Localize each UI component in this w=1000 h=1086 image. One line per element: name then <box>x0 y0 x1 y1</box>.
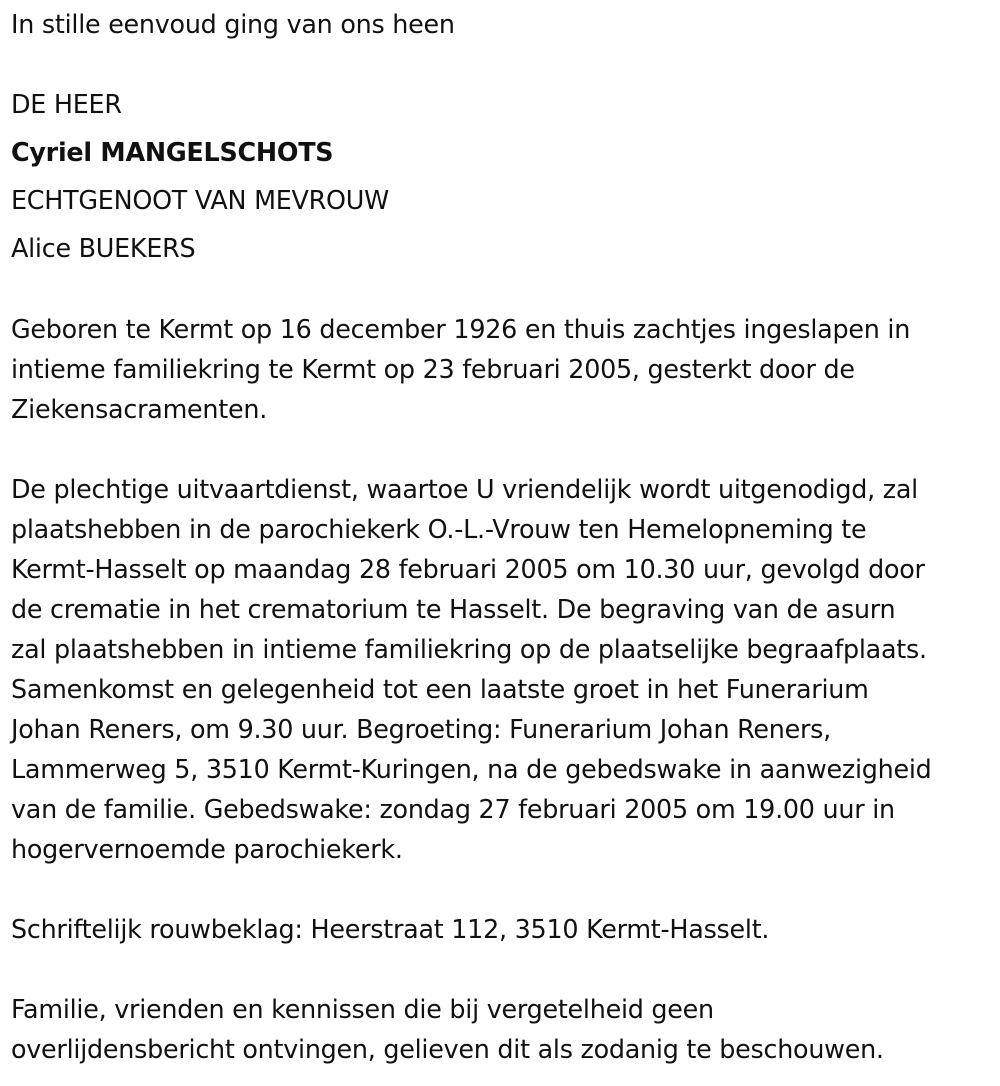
paragraph-line: Schriftelijk rouwbeklag: Heerstraat 112, 3510 Kermt-Hasselt. <box>11 914 770 944</box>
paragraph-line: Samenkomst en gelegenheid tot een laatste groet in het Funerarium <box>11 674 869 704</box>
paragraph-line: De plechtige uitvaartdienst, waartoe U vriendelijk wordt uitgenodigd, zal <box>11 474 918 504</box>
title-line: DE HEER <box>11 89 122 119</box>
paragraph-line: overlijdensbericht ontvingen, gelieven dit als zodanig te beschouwen. <box>11 1034 884 1064</box>
relation-line: ECHTGENOOT VAN MEVROUW <box>11 185 389 215</box>
paragraph-line: Ziekensacramenten. <box>11 394 268 424</box>
paragraph-line: de crematie in het crematorium te Hasselt. De begraving van de asurn <box>11 594 896 624</box>
condolence-paragraph <box>11 909 769 949</box>
closing-paragraph <box>11 989 884 1069</box>
paragraph-line: hogervernoemde parochiekerk. <box>11 834 403 864</box>
paragraph-line: Familie, vrienden en kennissen die bij vergetelheid geen <box>11 994 714 1024</box>
paragraph-line: Lammerweg 5, 3510 Kermt-Kuringen, na de gebedswake in aanwezigheid <box>11 754 932 784</box>
paragraph-line: van de familie. Gebedswake: zondag 27 februari 2005 om 19.00 uur in <box>11 794 895 824</box>
paragraph-line: Kermt-Hasselt op maandag 28 februari 2005 om 10.30 uur, gevolgd door <box>11 554 925 584</box>
spouse-name: Alice BUEKERS <box>11 233 196 263</box>
deceased-name: Cyriel MANGELSCHOTS <box>11 137 334 167</box>
intro-line: In stille eenvoud ging van ons heen <box>11 9 455 39</box>
service-paragraph <box>11 469 932 869</box>
paragraph-line: zal plaatshebben in intieme familiekring op de plaatselijke begraafplaats. <box>11 634 927 664</box>
paragraph-line: Geboren te Kermt op 16 december 1926 en thuis zachtjes ingeslapen in <box>11 314 911 344</box>
paragraph-line: plaatshebben in de parochiekerk O.-L.-Vrouw ten Hemelopneming te <box>11 514 867 544</box>
paragraph-line: intieme familiekring te Kermt op 23 februari 2005, gesterkt door de <box>11 354 855 384</box>
birth-paragraph <box>11 309 910 429</box>
paragraph-line: Johan Reners, om 9.30 uur. Begroeting: Funerarium Johan Reners, <box>11 714 831 744</box>
